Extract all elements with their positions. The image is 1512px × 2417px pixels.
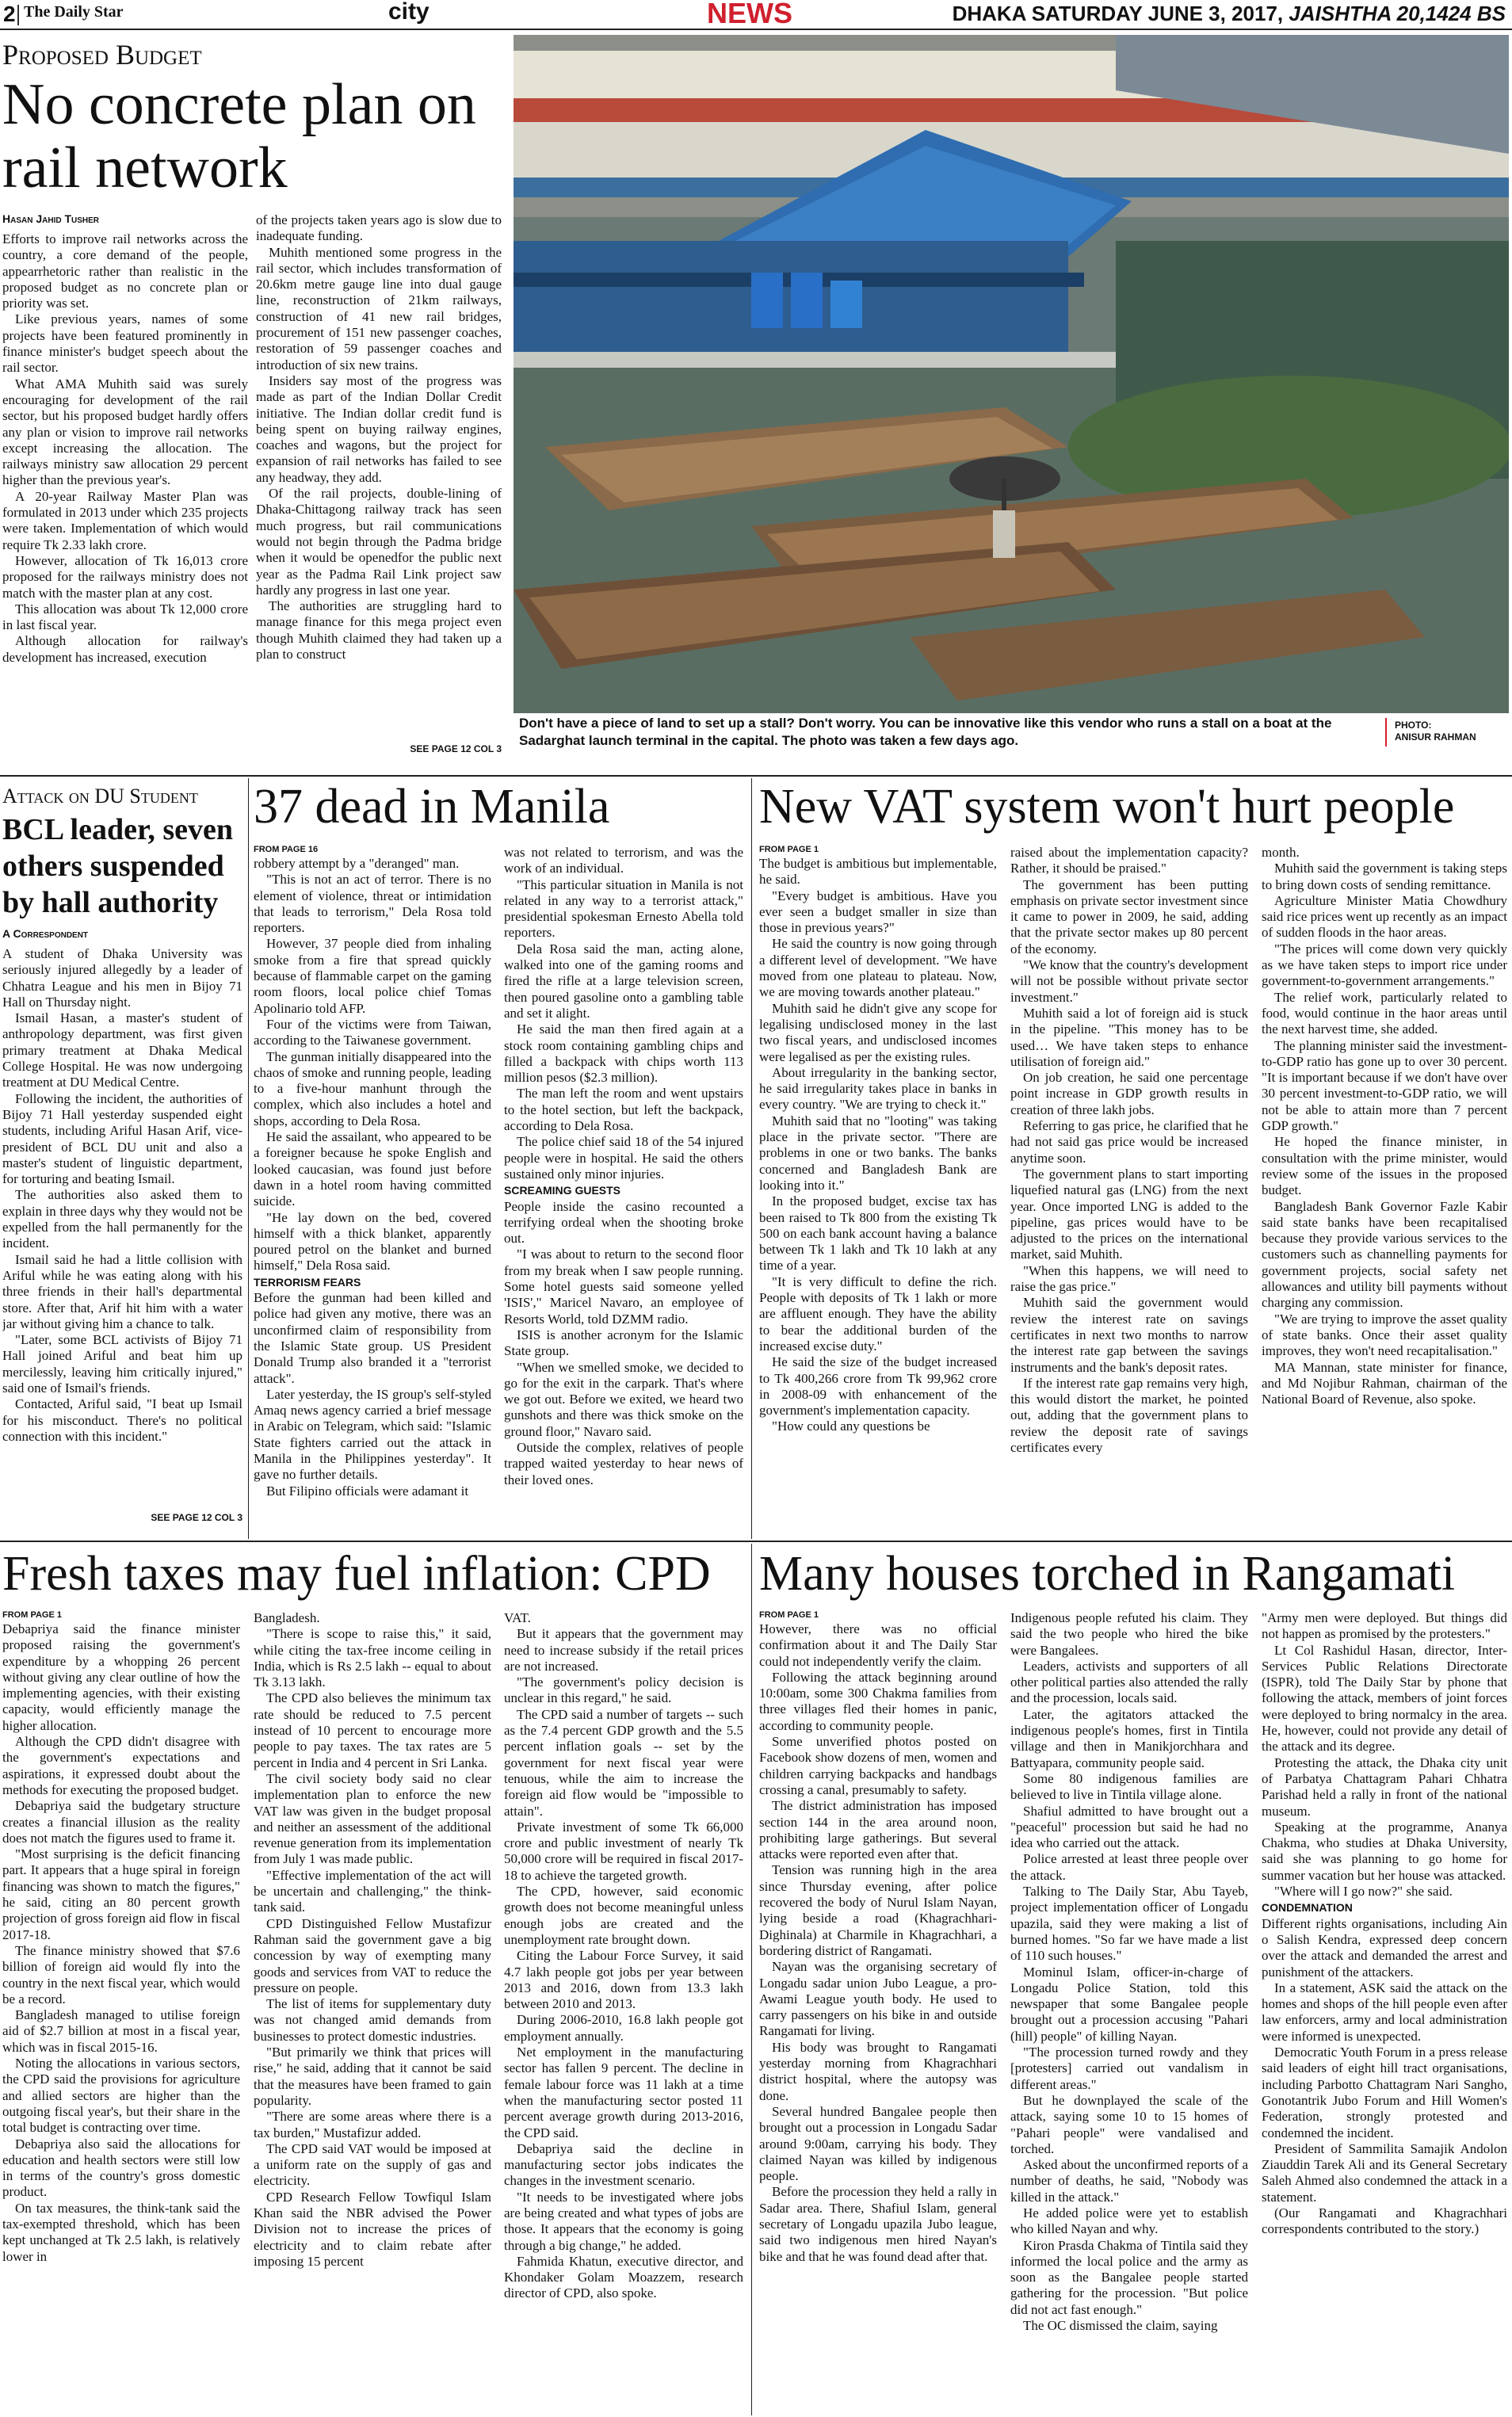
paragraph: About irregularity in the banking sector, he said irregularity takes place in banks in every country. "We are trying to check it." [759,1064,997,1113]
paragraph: Private investment of some Tk 66,000 crore and public investment of nearly Tk 50,000 crore will be required in fiscal 2017-18 to achieve the targeted growth. [504,1819,743,1883]
paragraph: Tension was running high in the area since Thursday evening, after police recovered the body of Nurul Islam Nayan, lying beside a road (Khagrachhari-Dighinala) at Charmile in Khagrachhari, a bordering district of Rangamati. [759,1862,997,1958]
paragraph: Like previous years, names of some projects have been featured prominently in finance minister's budget speech about the rail sector. [2,311,248,376]
issue-date [953,2,1506,26]
paragraph: The list of items for supplementary duty was not changed amid demands from businesses to protect domestic industries. [254,1996,491,2044]
paragraph: Debapriya also said the allocations for education and health sectors were still low in terms of the country's gross domestic product. [2,2136,240,2200]
paragraph: People inside the casino recounted a terrifying ordeal when the shooting broke out. [504,1198,743,1247]
paragraph: On job creation, he said one percentage point increase in GDP growth results in creation of three lakh jobs. [1010,1070,1248,1117]
photo-caption: Don't have a piece of land to set up a stall? Don't worry. You can be innovative like this vendor who runs a stall on a boat at the Sadarghat launch terminal in the capital. The photo was taken a few days ago. [519,716,1332,748]
paragraph: Debapriya said the budgetary structure creates a financial illusion as the reality does not match the figures used to frame it. [2,1798,240,1846]
paragraph: The authorities also asked them to explain in three days why they would not be expelled from the hall permanently for the incident. [2,1187,242,1251]
paragraph: "This is not an act of terror. There is no element of violence, threat or intimidation that leads to terrorism," Dela Rosa told reporters. [254,872,491,936]
news-label: NEWS [707,0,792,29]
manila-column-1 [254,856,491,1537]
paragraph: Insiders say most of the progress was made as part of the Indian Dollar Credit initiative. The Indian dollar credit fund is being spent on buying railway engines, coaches and wagons, but the project for expansion of rail networks has failed to see any headway, they add. [256,372,502,485]
cpd-column-1 [2,1621,240,2415]
paragraph: He said the size of the budget increased to Tk 400,266 crore from Tk 99,962 crore in 2008-09 with enhancement of the government's implementation capacity. [759,1354,997,1419]
photo-credit-name: ANISUR RAHMAN [1395,731,1476,743]
paragraph: Police arrested at least three people over the attack. [1010,1851,1248,1883]
paragraph: The government plans to start importing liquefied natural gas (LNG) from the next year. Once imported LNG is added to the pipeline, gas prices would have to be adjusted to the prices on the international market, said Muhith. [1010,1166,1248,1262]
paragraph: Citing the Labour Force Survey, it said 4.7 lakh people got jobs per year between 2013 and 2016, down from 13.3 lakh between 2010 and 2013. [504,1948,743,2012]
paragraph: Some unverified photos posted on Facebook show dozens of men, women and children carrying backpacks and handbags crossing a canal, presumably to safety. [759,1734,997,1797]
paragraph: "This particular situation in Manila is not related in any way to a terrorist attack," presidential spokesman Ernesto Abella told reporters. [504,876,743,941]
paragraph: Bangladesh Bank Governor Fazle Kabir said state banks have been recapitalised because they provide various services to the customers such as channelling payments for government projects, social safety net allowances and utility bill payments without charging any commission. [1262,1198,1507,1311]
paragraph: Noting the allocations in various sectors, the CPD said the provisions for agriculture and allied sectors are higher than the outgoing fiscal year's, but their share in the total budget is contracting over time. [2,2056,240,2136]
paragraph: Indigenous people refuted his claim. They said the two people who hired the bike were Bangalees. [1010,1610,1248,1658]
paragraph: Before the procession they held a rally in Sadar area. There, Shafiul Islam, general secretary of Longadu upazila Jubo league, said two indigenous men hired Nayan's bike and that he was found dead after that. [759,2184,997,2264]
photo-credit [1395,720,1510,743]
vat-from-line: FROM PAGE 1 [759,845,819,854]
vat-column-1 [759,856,997,1537]
paragraph: Muhith said he didn't give any scope for legalising undisclosed money in the last two fiscal years, and undisclosed incomes were legalised as per the existing rules. [759,1000,997,1064]
paragraph: (Our Rangamati and Khagrachhari correspondents contributed to the story.) [1262,2205,1507,2237]
paragraph: The man left the room and went upstairs to the hotel section, but left the backpack, according to Dela Rosa. [504,1086,743,1134]
bcl-byline: A Correspondent [2,927,89,940]
paragraph: But Filipino officials were adamant it [266,1483,469,1499]
paragraph: Lt Col Rashidul Hasan, director, Inter-Services Public Relations Directorate (ISPR), told The Daily Star by phone that following the attack, members of joint forces were deployed to bring normalcy in the area. He, however, could not provide any detail of the attack and its degree. [1262,1642,1507,1755]
paragraph: Several hundred Bangalee people then brought out a procession in Longadu Sadar around 9:00am, carrying his body. They claimed Nayan was killed by indigenous people. [759,2103,997,2184]
manila-headline: 37 dead in Manila [254,780,610,834]
photo-illustration [514,35,1509,713]
paragraph: "When this happens, we will need to raise the gas price." [1010,1262,1248,1295]
vat-headline: New VAT system won't hurt people [759,780,1455,834]
rail-kicker: Proposed Budget [2,39,202,71]
paragraph: The CPD also believes the minimum tax rate should be reduced to 7.5 percent instead of 10 percent to encourage more people to pay taxes. The tax rates are 5 percent in India and 4 percent in Sri Lanka. [254,1690,491,1770]
paragraph: "Effective implementation of the act will be uncertain and challenging," the think-tank said. [254,1867,491,1915]
cpd-column-3 [504,1610,743,2415]
rail-jump-line: SEE PAGE 12 COL 3 [410,743,502,754]
paragraph: The CPD said a number of targets -- such as the 7.4 percent GDP growth and the 5.5 percent inflation goals -- set by the government for next fiscal year were tenuous, while the aim to increase the foreign aid flow would be "impossible to attain". [504,1706,743,1819]
page-number-divider [17,5,19,25]
date-gregorian: SATURDAY JUNE 3, 2017, [1031,2,1289,25]
section-label: city [388,0,430,25]
paragraph: "Later, some BCL activists of Bijoy 71 Hall joined Ariful and beat him up mercilessly, leaving him critically injured," said one of Ismail's friends. [2,1332,242,1396]
paragraph: Shafiul admitted to have brought out a "peaceful" procession but said he had no idea who carried out the attack. [1010,1803,1248,1851]
paragraph: Some 80 indigenous families are believed to live in Tintila village alone. [1010,1770,1248,1803]
cpd-headline: Fresh taxes may fuel inflation: CPD [2,1547,711,1601]
paragraph: The finance ministry showed that $7.6 billion of foreign aid would fly into the country in the next fiscal year, which would be a record. [2,1942,240,2007]
paragraph: Bangladesh. [254,1610,320,1625]
date-city: DHAKA [952,2,1032,25]
paragraph: Ismail Hasan, a master's student of anthropology department, was first given primary treatment at Dhaka Medical College Hospital. He was now undergoing treatment at DU Medical Centre. [2,1010,242,1090]
vat-column-3 [1262,845,1507,1537]
caption-credit-divider [1385,718,1387,746]
paragraph: If the interest rate gap remains very high, this would distort the market, he pointed out, adding that the government plans to review the deposit rate of savings certificates every [1010,1375,1248,1455]
paragraph: Later yesterday, the IS group's self-styled Amaq news agency carried a brief message in Arabic on Telegram, which said: "Islamic State fighters carried out the attack in Manila in the Philippines yesterday". It gave no further details. [254,1386,491,1483]
paragraph: Four of the victims were from Taiwan, according to the Taiwanese government. [254,1016,491,1048]
manila-subhead-terrorism: TERRORISM FEARS [254,1275,361,1289]
paragraph: The gunman initially disappeared into the chaos of smoke and running people, leading to a five-hour manhunt through the complex, which also includes a hotel and shops, according to Dela Rosa. [254,1048,491,1128]
paragraph: The planning minister said the investment-to-GDP ratio has gone up to over 30 percent. "It is important because if we don't have over 30 percent investment-to-GDP ratio, we will not be able to attain more than 7 percent GDP growth." [1262,1037,1507,1134]
paragraph: The OC dismissed the claim, saying [1023,2318,1218,2334]
paragraph: Different rights organisations, including Ain o Salish Kendra, expressed deep concern over the attack and demanded the arrest and punishment of the attackers. [1262,1915,1507,1980]
paragraph: The district administration has imposed section 144 in the area around noon, prohibiting large gatherings. But several attacks were reported even after that. [759,1798,997,1862]
paragraph: "There is scope to raise this," it said, while citing the tax-free income ceiling in India, which is Rs 2.5 lakh -- equal to about Tk 3.13 lakh. [254,1626,491,1690]
manila-subhead-screaming: SCREAMING GUESTS [504,1184,621,1197]
paragraph: A student of Dhaka University was seriously injured allegedly by a leader of Chhatra League and his men in Bijoy 71 Hall on Thursday night. [2,946,242,1010]
rule-horizontal-2 [0,1541,1512,1542]
paragraph: "I was about to return to the second floor from my break when I saw people running. Some hotel guests said someone yelled 'ISIS'," Maricel Navaro, an employee of Resorts World, told DZMM radio. [504,1247,743,1327]
paragraph: Debapriya said the finance minister proposed raising the government's expenditure by a whopping 26 percent without giving any clear outline of how the implementing agencies, with their existing capacity, would efficiently manage the higher allocation. [2,1621,240,1733]
rail-column-1 [2,231,248,754]
paragraph: Following the attack beginning around 10:00am, some 300 Chakma families from three villages fled their homes in panic, according to community people. [759,1669,997,1733]
rangamati-subhead-condemnation: CONDEMNATION [1262,1901,1353,1915]
paragraph: robbery attempt by a "deranged" man. [254,856,460,871]
rangamati-column-2 [1010,1610,1248,2415]
paragraph: Speaking at the programme, Ananya Chakma, who studies at Dhaka University, said she was planning to go home for summer vacation but her house was attacked. [1262,1819,1507,1883]
paragraph: In the proposed budget, excise tax has been raised to Tk 800 from the existing Tk 500 on each bank account having a balance between Tk 1 lakh and Tk 10 lakh at any time of a year. [759,1193,997,1273]
paragraph: raised about the implementation capacity? Rather, it should be praised." [1010,845,1248,876]
paragraph: Muhith said the government is taking steps to bring down costs of sending remittance. [1262,861,1507,892]
paragraph: Asked about the unconfirmed reports of a number of deaths, he said, "Nobody was killed in the attack." [1010,2157,1248,2205]
cpd-column-2 [254,1610,491,2415]
paragraph: "The procession turned rowdy and they [protesters] carried out vandalism in different areas." [1010,2045,1248,2092]
rail-headline: No concrete plan on rail network [2,72,476,200]
paragraph: He added police were yet to establish who killed Nayan and why. [1010,2205,1248,2237]
paragraph: During 2006-2010, 16.8 lakh people got employment annually. [504,2012,743,2044]
bcl-headline: BCL leader, seven others suspended by hall authority [2,813,233,919]
paragraph: "He lay down on the bed, covered himself with a thick blanket, apparently poured petrol on the blanket and burned himself," Dela Rosa said. [254,1209,491,1273]
paragraph: Referring to gas price, he clarified that he had not said gas price would be increased anytime soon. [1010,1118,1248,1166]
paragraph: CPD Distinguished Fellow Mustafizur Rahman said the government gave a big concession by way of exempting many goods and services from VAT to reduce the pressure on people. [254,1915,491,1995]
paragraph: "The prices will come down very quickly as we have taken steps to import rice under government-to-government arrangements." [1262,941,1507,989]
paragraph: MA Mannan, state minister for finance, and Md Nojibur Rahman, chairman of the National Board of Revenue, also spoke. [1262,1359,1507,1407]
bcl-jump-line: SEE PAGE 12 COL 3 [151,1512,242,1523]
paragraph: He said the country is now going through a different level of development. "We have moved from one plateau to plateau. Now, we are moving towards another plateau." [759,936,997,1000]
paragraph: The CPD said VAT would be imposed at a uniform rate on the supply of gas and electricity. [254,2140,491,2189]
paragraph: The budget is ambitious but implementable, he said. [759,856,997,888]
paragraph: Debapriya said the decline in manufacturing sector jobs indicates the changes in the investment scenario. [504,2140,743,2189]
paragraph: He said the man then fired again at a stock room containing gambling chips and filled a backpack with chips worth 113 million pesos ($2.3 million). [504,1021,743,1086]
paragraph: Of the rail projects, double-lining of Dhaka-Chittagong railway track has seen much progress, but rail communications would not begin through the Padma bridge when it would be openedfor the public next year as the Padma Rail Link project saw hardly any progress in last one year. [256,486,502,598]
rangamati-column-3 [1262,1610,1507,2415]
paragraph: Although allocation for railway's development has increased, execution [2,633,248,665]
paragraph: This allocation was about Tk 12,000 crore in last fiscal year. [2,601,248,633]
paragraph: month. [1262,845,1300,860]
paragraph: Later, the agitators attacked the indigenous people's homes, first in Tintila village and then in Manikjorchhara and Battyapara, community people said. [1010,1706,1248,1770]
rail-column-2 [256,212,502,743]
paragraph: In a statement, ASK said the attack on the homes and shops of the hill people even after law enforcers, army and local administration were informed is unexpected. [1262,1980,1507,2044]
paragraph: was not related to terrorism, and was the work of an individual. [504,845,743,876]
paragraph: Before the gunman had been killed and police had given any motive, there was an unconfirmed claim of responsibility from the Islamic State group. US President Donald Trump also branded it a "terrorist attack". [254,1290,491,1386]
paragraph: What AMA Muhith said was surely encouraging for development of the rail sector, but his proposed budget hardly offers any plan or vision to improve rail networks except increasing the allocation. The railways ministry saw allocation 29 percent higher than the previous year's. [2,376,248,488]
paragraph: CPD Research Fellow Towfiqul Islam Khan said the NBR advised the Power Division not to increase the prices of electricity and to claim rebate after imposing 15 percent [254,2189,491,2269]
paragraph: Talking to The Daily Star, Abu Tayeb, project implementation officer of Longadu upazila, said they were making a list of burned homes. "So far we have made a list of 110 such houses." [1010,1884,1248,1964]
paragraph: "We are trying to improve the asset quality of state banks. Once their asset quality improves, they won't need recapitalisation." [1262,1311,1507,1359]
paragraph: Muhith said the government would review the interest rate on savings certificates in next two months to narrow the interest rate gap between the savings instruments and the bank's deposit rates. [1010,1295,1248,1375]
paragraph: He said the assailant, who appeared to be a foreigner because he spoke English and looked caucasian, was found just before dawn in a hotel room having committed suicide. [254,1129,491,1209]
paragraph: Muhith mentioned some progress in the rail sector, which includes transformation of 20.6km metre gauge line into dual gauge line, reconstruction of 21km railways, construction of 41 new rail bridges, procurement of 151 new passenger coaches, restoration of 59 passenger coaches and introduction of six new trains. [256,244,502,372]
paragraph: "Most surprising is the deficit financing part. It appears that a huge spiral in foreign financing was shown to match the figures," he said, citing an 80 percent growth projection of gross foreign aid flow in fiscal 2017-18. [2,1846,240,1942]
masthead [0,0,1512,30]
paragraph: VAT. [504,1610,531,1625]
paragraph: Agriculture Minister Matia Chowdhury said rice prices went up recently as an impact of sudden floods in the haor areas. [1262,892,1507,941]
bcl-kicker: Attack on DU Student [2,785,198,808]
bcl-body [2,946,242,1501]
paragraph: His body was brought to Rangamati yesterday morning from Khagrachhari district hospital, where the autopsy was done. [759,2039,997,2103]
rule-vertical-2 [751,778,752,1539]
paragraph: "But primarily we think that prices will rise," he said, adding that it cannot be said that the measures have been framed to gain popularity. [254,2045,491,2108]
paragraph: "We know that the country's development will not be possible without private sector investment." [1010,957,1248,1005]
sadarghat-boat-stall-photo [514,35,1509,713]
paragraph: The police chief said 18 of the 54 injured people were in hospital. He said the others sustained only minor injuries. [504,1134,743,1182]
paragraph: The government has been putting emphasis on private sector investment since it came to power in 2009, he said, adding that the private sector makes up 80 percent of the economy. [1010,876,1248,956]
paragraph: He hoped the finance minister, in consultation with the prime minister, would review some of the issues in the proposed budget. [1262,1134,1507,1198]
paragraph: The civil society body said no clear implementation plan to enforce the new VAT law was given in the budget proposal and neither an assessment of the additional revenue generation from its implementation from July 1 was made public. [254,1770,491,1867]
paragraph: "How could any questions be [772,1419,930,1434]
paragraph: Outside the complex, relatives of people trapped waited yesterday to hear news of their loved ones. [504,1439,743,1487]
paragraph: of the projects taken years ago is slow due to inadequate funding. [256,212,502,244]
paper-name: The Daily Star [24,3,124,21]
rail-byline: Hasan Jahid Tusher [2,212,100,225]
paragraph: Bangladesh managed to utilise foreign aid of $2.7 billion at most in a fiscal year, which was in fiscal 2015-16. [2,2007,240,2055]
paragraph: "Where will I go now?" she said. [1274,1884,1453,1900]
paragraph: The authorities are struggling hard to manage finance for this mega project even though Muhith claimed they had taken up a plan to construct [256,598,502,662]
photo-credit-label: PHOTO: [1395,720,1432,731]
cpd-from-line: FROM PAGE 1 [2,1610,62,1620]
page-number: 2 [3,2,16,26]
paragraph: However, 37 people died from inhaling smoke from a fire that spread quickly because of flammable carpet on the gaming room floors, local police chief Tomas Apolinario told AFP. [254,936,491,1016]
paragraph: "Every budget is ambitious. Have you ever seen a budget smaller in size than those in previous years?" [759,888,997,936]
paragraph: "When we smelled smoke, we decided to go for the exit in the carpark. That's where we got out. Before we exited, we heard two gunshots and there was thick smoke on the ground floor," Navaro said. [504,1359,743,1439]
paragraph: "It is very difficult to define the rich. People with deposits of Tk 1 lakh or more are affluent enough. They have the ability to bear the additional burden of the increased excise duty." [759,1273,997,1354]
paragraph: Efforts to improve rail networks across the country, a core demand of the people, appearrhetoric rather than realistic in the proposed budget as no concrete plan or priority was set. [2,231,248,311]
manila-column-2 [504,845,743,1537]
rule-vertical-1 [248,778,249,1539]
paragraph: But it appears that the government may need to increase subsidy if the retail prices are not increased. [504,1626,743,1674]
paragraph: President of Sammilita Samajik Andolon Ziauddin Tarek Ali and its General Secretary Saleh Ahmed also condemned the attack in a statement. [1262,2140,1507,2205]
paragraph: Kiron Prasda Chakma of Tintila said they informed the local police and the army as soon as the Bangalee people started gathering for the procession. "But police did not act fast enough." [1010,2237,1248,2317]
paragraph: A 20-year Railway Master Plan was formulated in 2013 under which 235 projects were taken. Implementation of which would require Tk 2.33 lakh crore. [2,488,248,552]
date-bangla: JAISHTHA 20,1424 BS [1289,2,1506,25]
paragraph: The CPD, however, said economic growth does not become meaningful unless enough jobs are created and the unemployment rate brought down. [504,1884,743,1947]
manila-from-line: FROM PAGE 16 [254,845,319,854]
paragraph: On tax measures, the think-tank said the tax-exempted threshold, which has been kept unchanged at Tk 2.5 lakh, is relatively lower in [2,2200,240,2264]
vat-column-2 [1010,845,1248,1537]
rangamati-from-line: FROM PAGE 1 [759,1610,819,1620]
paragraph: Dela Rosa said the man, acting alone, walked into one of the gaming rooms and fired the rifle at a large television screen, then poured gasoline onto a gambling table and set it alight. [504,941,743,1021]
paragraph: "There are some areas where there is a tax burden," Mustafizur added. [254,2109,491,2140]
paragraph: Muhith said that no "looting" was taking place in the private sector. "There are problems in one or two banks. The banks concerned and Bangladesh Bank are looking into it." [759,1113,997,1193]
paragraph: Democratic Youth Forum in a press release said leaders of eight hill tract organisations, including Parbotto Chattagram Nari Sangho, Gonotantrik Jubo Forum and Hill Women's Federation, strongly protested and condemned the incident. [1262,2045,1507,2140]
paragraph: Nayan was the organising secretary of Longadu sadar union Jubo League, a pro-Awami League youth body. He used to carry passengers on his bike in and outside Rangamati for living. [759,1959,997,2039]
paragraph: However, allocation of Tk 16,013 crore proposed for the railways ministry does not match with the master plan at any cost. [2,552,248,601]
paragraph: Following the incident, the authorities of Bijoy 71 Hall yesterday suspended eight students, including Ariful Hasan Arif, vice-president of BCL DU unit and also a master's student of linguistic department, for torturing and beating Ismail. [2,1090,242,1187]
paragraph: Contacted, Ariful said, "I beat up Ismail for his misconduct. There's no political connection with this incident." [2,1396,242,1444]
paragraph: Fahmida Khatun, executive director, and Khondaker Golam Moazzem, research director of CPD, also spoke. [504,2253,743,2301]
paragraph: "Army men were deployed. But things did not happen as promised by the protesters." [1262,1610,1507,1642]
paragraph: Net employment in the manufacturing sector has fallen 9 percent. The decline in female labour force was 11 lakh at a time when the manufacturing sector posted 11 percent average growth during 2013-2016, the CPD said. [504,2045,743,2140]
paragraph: "It needs to be investigated where jobs are being created and what types of jobs are those. It appears that the economy is going through a big change," he added. [504,2189,743,2253]
rangamati-headline: Many houses torched in Rangamati [759,1547,1456,1601]
paragraph: Protesting the attack, the Dhaka city unit of Parbatya Chattagram Pahari Chhatra Parishad held a rally in front of the national museum. [1262,1755,1507,1819]
paragraph: The relief work, particularly related to food, would continue in the haor areas until the next harvest time, she added. [1262,989,1507,1037]
paragraph: But he downplayed the scale of the attack, saying some 10 to 15 homes of "Pahari people" were vandalised and torched. [1010,2092,1248,2156]
paragraph: ISIS is another acronym for the Islamic State group. [504,1327,743,1359]
paragraph: Mominul Islam, officer-in-charge of Longadu Police Station, told this newspaper that some Bangalee people brought out a procession accusing "Pahari (hill) people" of killing Nayan. [1010,1964,1248,2044]
rangamati-column-1 [759,1621,997,2415]
paragraph: Ismail said he had a little collision with Ariful while he was eating along with his three friends in their hall's departmental store. After that, Arif hit him with a water jar without giving him a chance to talk. [2,1251,242,1331]
paragraph: Although the CPD didn't disagree with the government's expectations and aspirations, it expressed doubt about the methods for executing the proposed budget. [2,1734,240,1797]
rule-vertical-3 [751,1544,752,2415]
paragraph: Muhith said a lot of foreign aid is stuck in the pipeline. "This money has to be used… We have taken steps to enhance utilisation of foreign aid." [1010,1005,1248,1069]
paragraph: "The government's policy decision is unclear in this regard," he said. [504,1674,743,1706]
paragraph: However, there was no official confirmation about it and The Daily Star could not independently verify the claim. [759,1621,997,1669]
paragraph: Leaders, activists and supporters of all other political parties also attended the rally and the procession, locals said. [1010,1658,1248,1706]
